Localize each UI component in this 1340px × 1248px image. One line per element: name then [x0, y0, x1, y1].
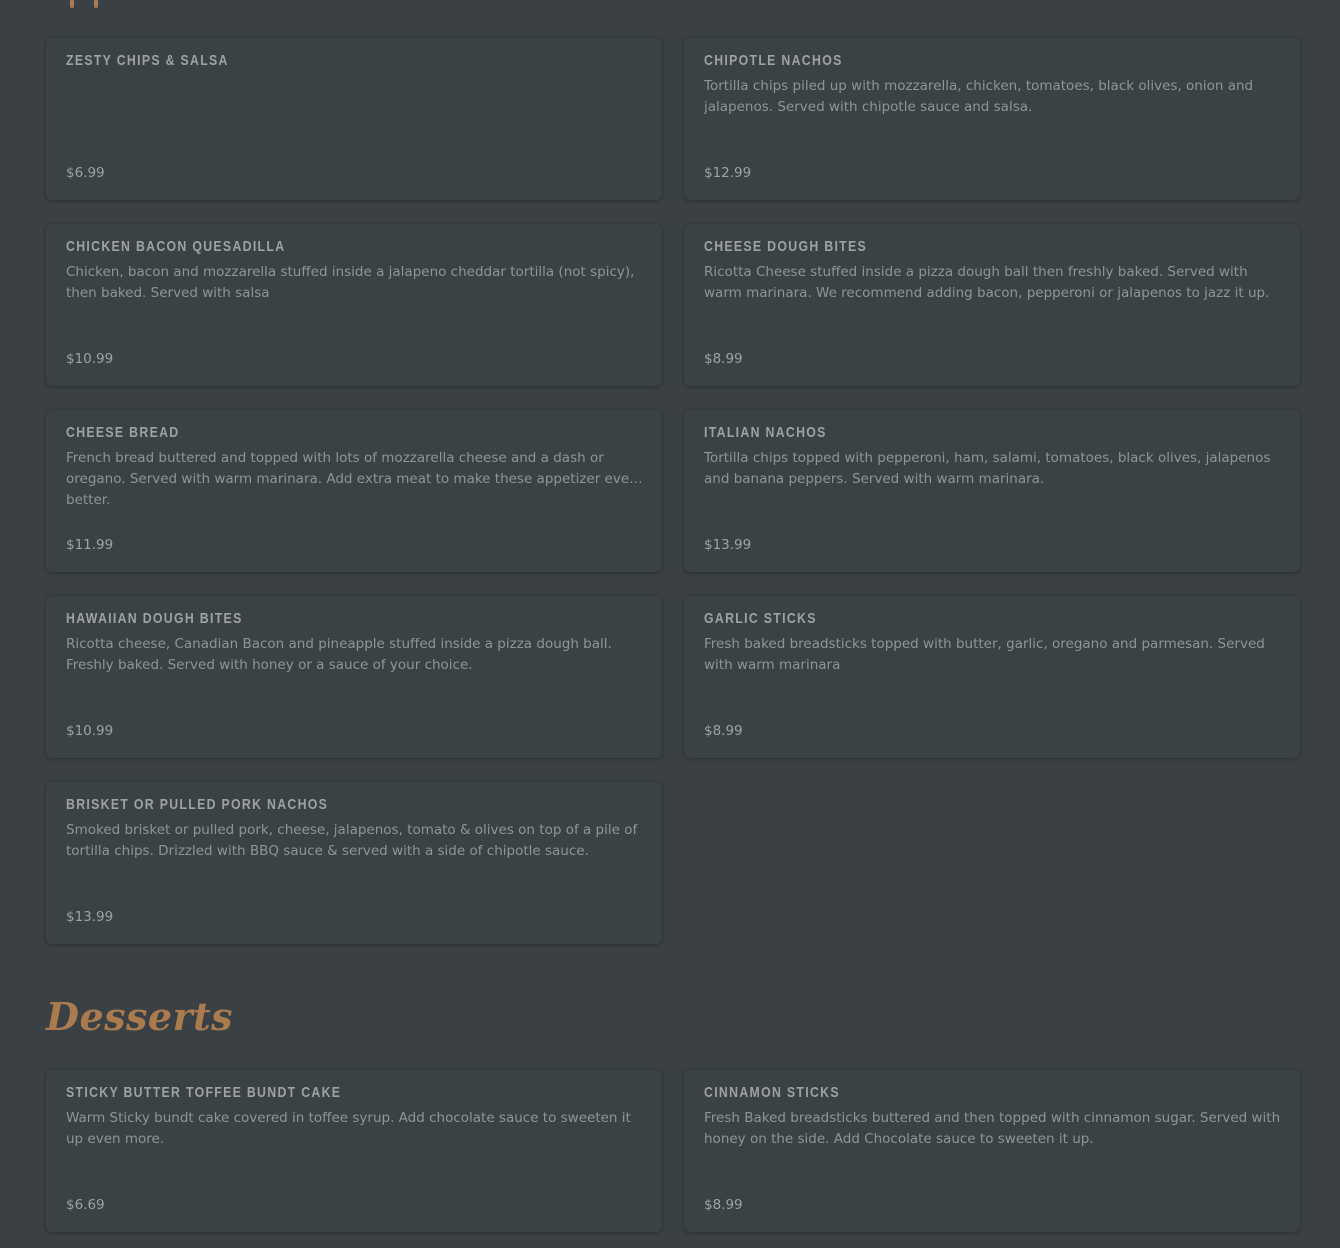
menu-item-price: $12.99 [704, 165, 752, 181]
menu-item-price: $8.99 [704, 351, 743, 367]
menu-item-name: BRISKET OR PULLED PORK NACHOS [66, 796, 329, 813]
desserts-grid [46, 1070, 1300, 1232]
menu-item-card[interactable] [46, 410, 662, 572]
menu-item-card[interactable] [684, 224, 1300, 386]
menu-item-description: Ricotta cheese, Canadian Bacon and pineapple stuffed inside a pizza dough ball. Freshly baked. Served with honey or a sauce of your choice. [66, 636, 612, 673]
menu-item-card[interactable] [46, 596, 662, 758]
menu-item-name: GARLIC STICKS [704, 610, 817, 627]
menu-item-description: Chicken, bacon and mozzarella stuffed inside a jalapeno cheddar tortilla (not spicy), then baked. Served with salsa [66, 264, 635, 301]
menu-item-price: $8.99 [704, 723, 743, 739]
menu-item-price: $10.99 [66, 723, 114, 739]
menu-item-price: $13.99 [66, 909, 114, 925]
menu-item-name: HAWAIIAN DOUGH BITES [66, 610, 243, 627]
menu-item-price: $11.99 [66, 537, 114, 553]
menu-item-price: $10.99 [66, 351, 114, 367]
menu-item-card[interactable] [684, 596, 1300, 758]
appetizers-heading-cutoff [64, 0, 110, 12]
menu-item-name: CINNAMON STICKS [704, 1084, 840, 1101]
menu-item-description: Fresh Baked breadsticks buttered and then topped with cinnamon sugar. Served with honey on the side. Add Chocolate sauce to sweeten it up. [704, 1110, 1281, 1147]
menu-item-price: $8.99 [704, 1197, 743, 1213]
menu-item-card[interactable] [46, 1070, 662, 1232]
menu-item-card[interactable] [684, 38, 1300, 200]
menu-item-price: $6.99 [66, 165, 105, 181]
menu-item-description: Tortilla chips piled up with mozzarella, chicken, tomatoes, black olives, onion and jalapenos. Served with chipotle sauce and salsa. [704, 78, 1254, 115]
menu-item-description: Fresh baked breadsticks topped with butter, garlic, oregano and parmesan. Served with warm marinara [704, 636, 1265, 673]
menu-item-description: Warm Sticky bundt cake covered in toffee syrup. Add chocolate sauce to sweeten it up even more. [66, 1110, 631, 1147]
menu-item-description: French bread buttered and topped with lots of mozzarella cheese and a dash or oregano. Served with warm marinara. Add extra meat to make these appetizer even better. [66, 450, 638, 508]
menu-item-name: ITALIAN NACHOS [704, 424, 827, 441]
menu-item-description: Smoked brisket or pulled pork, cheese, jalapenos, tomato & olives on top of a pile of tortilla chips. Drizzled with BBQ sauce & served with a side of chipotle sauce. [66, 822, 638, 859]
menu-item-description: Tortilla chips topped with pepperoni, ham, salami, tomatoes, black olives, jalapenos and banana peppers. Served with warm marinara. [704, 450, 1271, 487]
menu-item-name: STICKY BUTTER TOFFEE BUNDT CAKE [66, 1084, 342, 1101]
menu-item-price: $6.69 [66, 1197, 105, 1213]
menu-item-card[interactable] [46, 38, 662, 200]
menu-item-name: ZESTY CHIPS & SALSA [66, 52, 229, 69]
menu-item-name: CHIPOTLE NACHOS [704, 52, 843, 69]
appetizers-grid [46, 38, 1300, 944]
desserts-heading: Desserts [46, 994, 234, 1039]
menu-item-name: CHEESE BREAD [66, 424, 180, 441]
menu-item-description: Ricotta Cheese stuffed inside a pizza dough ball then freshly baked. Served with warm marinara. We recommend adding bacon, pepperoni or jalapenos to jazz it up. [704, 264, 1270, 301]
menu-item-card[interactable] [46, 782, 662, 944]
menu-item-name: CHICKEN BACON QUESADILLA [66, 238, 286, 255]
menu-item-price: $13.99 [704, 537, 752, 553]
menu-item-card[interactable] [684, 410, 1300, 572]
menu-item-name: CHEESE DOUGH BITES [704, 238, 868, 255]
menu-item-card[interactable] [684, 1070, 1300, 1232]
menu-item-card[interactable] [46, 224, 662, 386]
